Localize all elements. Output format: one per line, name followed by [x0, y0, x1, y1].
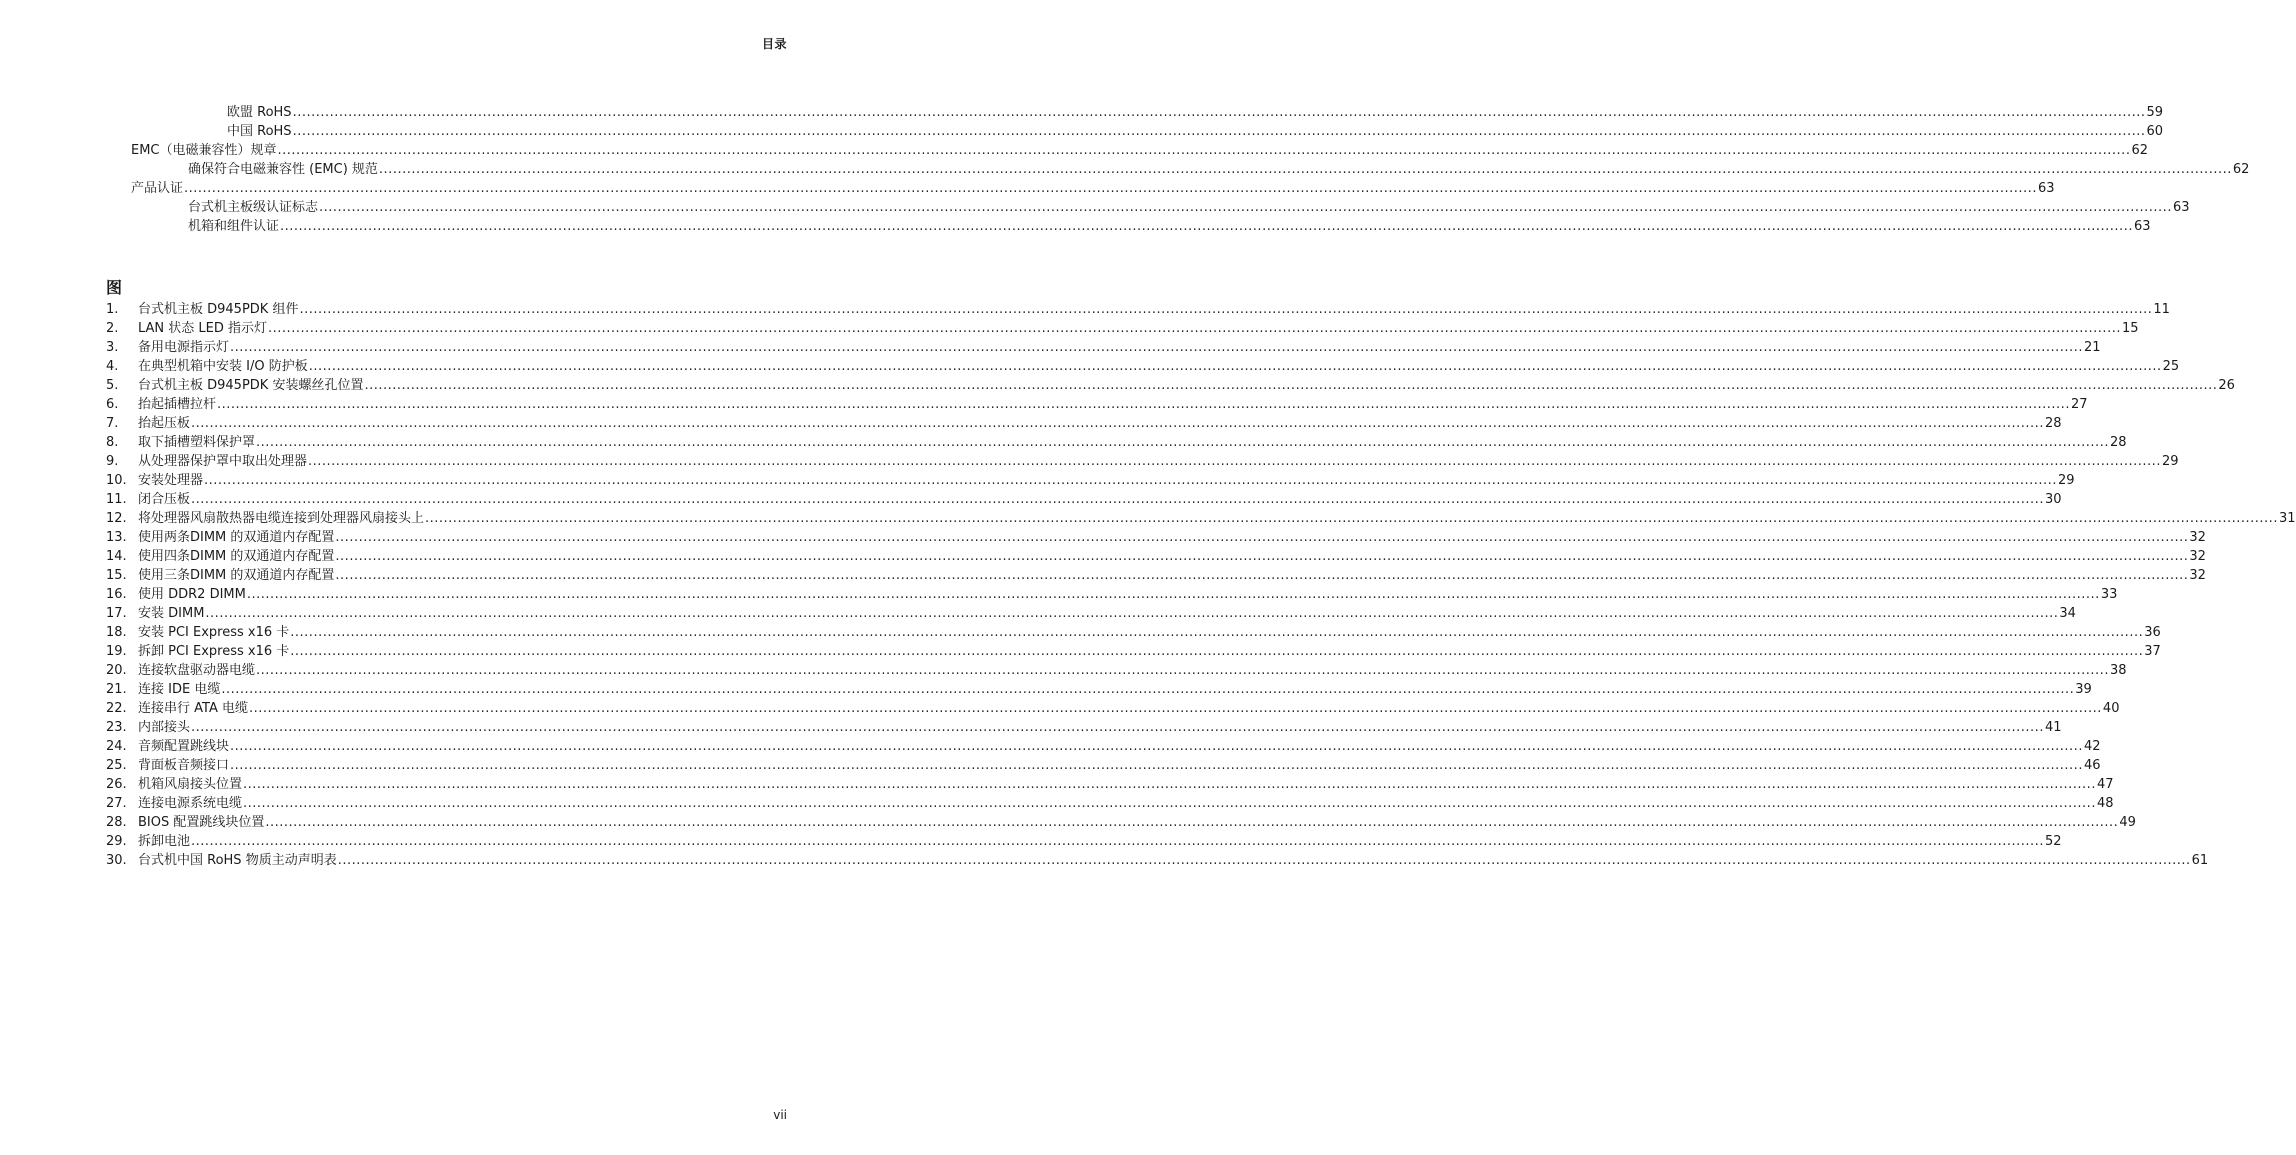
figure-entry[interactable] — [106, 832, 2062, 851]
figure-page: 29 — [2057, 473, 2075, 488]
figure-number: 3. — [106, 340, 119, 355]
toc-entry-label: 产品认证 — [131, 181, 184, 196]
dot-leader: ................................................................................................................................................................................................................................................................................................................................................................................................................ — [277, 143, 2131, 158]
figure-entry[interactable] — [106, 395, 2088, 414]
figure-number: 18. — [106, 625, 127, 640]
figure-label: 使用三条DIMM 的双通道内存配置 — [138, 568, 335, 583]
figure-label: 音频配置跳线块 — [138, 739, 230, 754]
dot-leader: ................................................................................................................................................................................................................................................................................................................................................................................................................ — [204, 473, 2057, 488]
toc-entry[interactable] — [131, 179, 2055, 198]
page-number: vii — [773, 1108, 787, 1122]
dot-leader: ................................................................................................................................................................................................................................................................................................................................................................................................................ — [308, 359, 2162, 374]
figure-label: 机箱风扇接头位置 — [138, 777, 243, 792]
dot-leader: ................................................................................................................................................................................................................................................................................................................................................................................................................ — [280, 219, 2133, 234]
figure-page: 31 — [2278, 511, 2296, 526]
figure-number: 6. — [106, 397, 119, 412]
figure-entry[interactable] — [106, 452, 2179, 471]
figure-number: 20. — [106, 663, 127, 678]
figure-entry[interactable] — [106, 642, 2161, 661]
figure-entry[interactable] — [106, 490, 2062, 509]
figure-page: 34 — [2059, 606, 2076, 621]
figure-label: 使用 DDR2 DIMM — [138, 587, 246, 602]
figure-number: 12. — [106, 511, 127, 526]
toc-entry-label: 台式机主板级认证标志 — [188, 200, 319, 215]
toc-entry[interactable] — [188, 160, 2250, 179]
figure-label: 安装 PCI Express x16 卡 — [138, 625, 290, 640]
running-header: 目录 — [761, 37, 787, 51]
dot-leader: ................................................................................................................................................................................................................................................................................................................................................................................................................ — [292, 124, 2146, 139]
figure-page: 49 — [2119, 815, 2136, 830]
dot-leader: ................................................................................................................................................................................................................................................................................................................................................................................................................ — [217, 397, 2070, 412]
figure-entry[interactable] — [106, 813, 2136, 832]
figure-number: 11. — [106, 492, 127, 507]
toc-entry[interactable] — [131, 141, 2148, 160]
dot-leader: ................................................................................................................................................................................................................................................................................................................................................................................................................ — [191, 720, 2044, 735]
figure-page: 40 — [2102, 701, 2120, 716]
figure-page: 25 — [2162, 359, 2180, 374]
figure-page: 46 — [2083, 758, 2101, 773]
toc-entry-page: 59 — [2146, 105, 2164, 120]
figure-number: 4. — [106, 359, 119, 374]
figure-number: 22. — [106, 701, 127, 716]
figure-label: 备用电源指示灯 — [138, 340, 230, 355]
dot-leader: ................................................................................................................................................................................................................................................................................................................................................................................................................ — [243, 777, 2096, 792]
figure-number: 25. — [106, 758, 127, 773]
figure-page: 33 — [2100, 587, 2118, 602]
figure-entry[interactable] — [106, 794, 2114, 813]
dot-leader: ................................................................................................................................................................................................................................................................................................................................................................................................................ — [319, 200, 2172, 215]
figure-number: 23. — [106, 720, 127, 735]
figure-page: 39 — [2075, 682, 2092, 697]
figure-page: 37 — [2144, 644, 2161, 659]
dot-leader: ................................................................................................................................................................................................................................................................................................................................................................................................................ — [299, 302, 2153, 317]
figure-number: 19. — [106, 644, 127, 659]
dot-leader: ................................................................................................................................................................................................................................................................................................................................................................................................................ — [335, 530, 2189, 545]
figure-entry[interactable] — [106, 737, 2101, 756]
dot-leader: ................................................................................................................................................................................................................................................................................................................................................................................................................ — [221, 682, 2075, 697]
toc-entry-label: 确保符合电磁兼容性 (EMC) 规范 — [188, 162, 378, 177]
figure-label: 内部接头 — [138, 720, 191, 735]
figure-page: 30 — [2044, 492, 2062, 507]
toc-entry-page: 63 — [2037, 181, 2055, 196]
toc-entry-page: 63 — [2133, 219, 2151, 234]
figure-entry[interactable] — [106, 756, 2101, 775]
figure-label: 在典型机箱中安装 I/O 防护板 — [138, 359, 308, 374]
figure-label: 台式机主板 D945PDK 组件 — [138, 302, 299, 317]
figure-entry[interactable] — [106, 604, 2076, 623]
toc-entry-label: 中国 RoHS — [227, 124, 292, 139]
figure-entry[interactable] — [106, 414, 2062, 433]
figure-label: 拆卸 PCI Express x16 卡 — [138, 644, 290, 659]
toc-entry[interactable] — [227, 103, 2164, 122]
figure-label: 台式机中国 RoHS 物质主动声明表 — [138, 853, 337, 868]
figure-page: 21 — [2083, 340, 2101, 355]
dot-leader: ................................................................................................................................................................................................................................................................................................................................................................................................................ — [230, 340, 2083, 355]
figure-label: 抬起插槽拉杆 — [138, 397, 217, 412]
figure-number: 28. — [106, 815, 127, 830]
figure-page: 32 — [2189, 568, 2206, 583]
figure-number: 14. — [106, 549, 127, 564]
dot-leader: ................................................................................................................................................................................................................................................................................................................................................................................................................ — [191, 834, 2044, 849]
dot-leader: ................................................................................................................................................................................................................................................................................................................................................................................................................ — [256, 663, 2109, 678]
figure-entry[interactable] — [106, 300, 2170, 319]
figure-page: 41 — [2044, 720, 2062, 735]
figure-page: 11 — [2153, 302, 2170, 317]
dot-leader: ................................................................................................................................................................................................................................................................................................................................................................................................................ — [205, 606, 2059, 621]
figure-number: 17. — [106, 606, 127, 621]
toc-entry-label: 机箱和组件认证 — [188, 219, 280, 234]
dot-leader: ................................................................................................................................................................................................................................................................................................................................................................................................................ — [230, 758, 2083, 773]
figure-label: 台式机主板 D945PDK 安装螺丝孔位置 — [138, 378, 364, 393]
figure-label: 连接 IDE 电缆 — [138, 682, 221, 697]
figure-page: 32 — [2189, 549, 2206, 564]
toc-entry-page: 63 — [2172, 200, 2190, 215]
dot-leader: ................................................................................................................................................................................................................................................................................................................................................................................................................ — [246, 587, 2100, 602]
dot-leader: ................................................................................................................................................................................................................................................................................................................................................................................................................ — [337, 853, 2191, 868]
figure-number: 5. — [106, 378, 119, 393]
figure-entry[interactable] — [106, 357, 2180, 376]
figure-label: LAN 状态 LED 指示灯 — [138, 321, 268, 336]
figure-label: 连接电源系统电缆 — [138, 796, 243, 811]
figures-heading: 图 — [106, 278, 123, 297]
figure-page: 52 — [2044, 834, 2062, 849]
dot-leader: ................................................................................................................................................................................................................................................................................................................................................................................................................ — [191, 416, 2044, 431]
figure-number: 9. — [106, 454, 119, 469]
figure-label: 连接软盘驱动器电缆 — [138, 663, 256, 678]
figure-label: 闭合压板 — [138, 492, 191, 507]
figure-page: 61 — [2191, 853, 2209, 868]
figure-number: 13. — [106, 530, 127, 545]
figure-label: 安装处理器 — [138, 473, 204, 488]
figure-page: 47 — [2096, 777, 2114, 792]
figure-number: 10. — [106, 473, 127, 488]
dot-leader: ................................................................................................................................................................................................................................................................................................................................................................................................................ — [191, 492, 2044, 507]
figure-entry[interactable] — [106, 661, 2127, 680]
figure-label: 连接串行 ATA 电缆 — [138, 701, 248, 716]
dot-leader: ................................................................................................................................................................................................................................................................................................................................................................................................................ — [425, 511, 2278, 526]
figure-page: 48 — [2096, 796, 2114, 811]
figure-label: 从处理器保护罩中取出处理器 — [138, 454, 308, 469]
figure-entry[interactable] — [106, 851, 2209, 870]
figure-page: 42 — [2083, 739, 2101, 754]
dot-leader: ................................................................................................................................................................................................................................................................................................................................................................................................................ — [378, 162, 2232, 177]
figure-page: 27 — [2070, 397, 2088, 412]
figure-number: 30. — [106, 853, 127, 868]
figure-number: 27. — [106, 796, 127, 811]
dot-leader: ................................................................................................................................................................................................................................................................................................................................................................................................................ — [243, 796, 2096, 811]
figure-entry[interactable] — [106, 585, 2118, 604]
toc-entry[interactable] — [188, 217, 2151, 236]
figure-number: 15. — [106, 568, 127, 583]
figure-page: 26 — [2218, 378, 2235, 393]
toc-entry-page: 62 — [2232, 162, 2250, 177]
figure-label: BIOS 配置跳线块位置 — [138, 815, 265, 830]
dot-leader: ................................................................................................................................................................................................................................................................................................................................................................................................................ — [290, 644, 2144, 659]
figure-label: 将处理器风扇散热器电缆连接到处理器风扇接头上 — [138, 511, 425, 526]
figure-entry[interactable] — [106, 623, 2161, 642]
dot-leader: ................................................................................................................................................................................................................................................................................................................................................................................................................ — [292, 105, 2146, 120]
figure-label: 拆卸电池 — [138, 834, 191, 849]
figure-label: 安装 DIMM — [138, 606, 205, 621]
figure-entry[interactable] — [106, 718, 2062, 737]
toc-entry-page: 62 — [2131, 143, 2148, 158]
figure-page: 15 — [2121, 321, 2139, 336]
figure-entry[interactable] — [106, 547, 2206, 566]
figure-page: 32 — [2189, 530, 2206, 545]
figure-entry[interactable] — [106, 775, 2114, 794]
figure-number: 16. — [106, 587, 127, 602]
dot-leader: ................................................................................................................................................................................................................................................................................................................................................................................................................ — [290, 625, 2144, 640]
dot-leader: ................................................................................................................................................................................................................................................................................................................................................................................................................ — [230, 739, 2083, 754]
toc-entry[interactable] — [188, 198, 2190, 217]
dot-leader: ................................................................................................................................................................................................................................................................................................................................................................................................................ — [265, 815, 2119, 830]
figure-entry[interactable] — [106, 566, 2206, 585]
dot-leader: ................................................................................................................................................................................................................................................................................................................................................................................................................ — [268, 321, 2121, 336]
dot-leader: ................................................................................................................................................................................................................................................................................................................................................................................................................ — [335, 568, 2189, 583]
figure-entry[interactable] — [106, 528, 2206, 547]
figure-page: 28 — [2044, 416, 2062, 431]
figure-label: 使用四条DIMM 的双通道内存配置 — [138, 549, 335, 564]
toc-entry-label: 欧盟 RoHS — [227, 105, 292, 120]
figure-number: 1. — [106, 302, 119, 317]
figure-label: 背面板音频接口 — [138, 758, 230, 773]
figure-page: 28 — [2109, 435, 2127, 450]
figure-entry[interactable] — [106, 338, 2101, 357]
figure-number: 7. — [106, 416, 119, 431]
figure-page: 38 — [2109, 663, 2127, 678]
dot-leader: ................................................................................................................................................................................................................................................................................................................................................................................................................ — [364, 378, 2218, 393]
dot-leader: ................................................................................................................................................................................................................................................................................................................................................................................................................ — [256, 435, 2109, 450]
figure-entry[interactable] — [106, 471, 2075, 490]
figure-number: 29. — [106, 834, 127, 849]
figure-entry[interactable] — [106, 509, 2296, 528]
figure-label: 取下插槽塑料保护罩 — [138, 435, 256, 450]
toc-entry-label: EMC（电磁兼容性）规章 — [131, 143, 277, 158]
dot-leader: ................................................................................................................................................................................................................................................................................................................................................................................................................ — [248, 701, 2102, 716]
figure-number: 2. — [106, 321, 119, 336]
figure-page: 36 — [2144, 625, 2161, 640]
figure-entry[interactable] — [106, 319, 2139, 338]
toc-entry[interactable] — [227, 122, 2164, 141]
figure-label: 抬起压板 — [138, 416, 191, 431]
figure-number: 8. — [106, 435, 119, 450]
toc-entry-page: 60 — [2146, 124, 2164, 139]
figure-label: 使用两条DIMM 的双通道内存配置 — [138, 530, 335, 545]
figure-entry[interactable] — [106, 699, 2120, 718]
figure-page: 29 — [2161, 454, 2179, 469]
dot-leader: ................................................................................................................................................................................................................................................................................................................................................................................................................ — [308, 454, 2161, 469]
figure-number: 24. — [106, 739, 127, 754]
figure-entry[interactable] — [106, 433, 2127, 452]
dot-leader: ................................................................................................................................................................................................................................................................................................................................................................................................................ — [335, 549, 2189, 564]
figure-number: 26. — [106, 777, 127, 792]
figure-entry[interactable] — [106, 376, 2235, 395]
figure-number: 21. — [106, 682, 127, 697]
dot-leader: ................................................................................................................................................................................................................................................................................................................................................................................................................ — [184, 181, 2037, 196]
figure-entry[interactable] — [106, 680, 2092, 699]
